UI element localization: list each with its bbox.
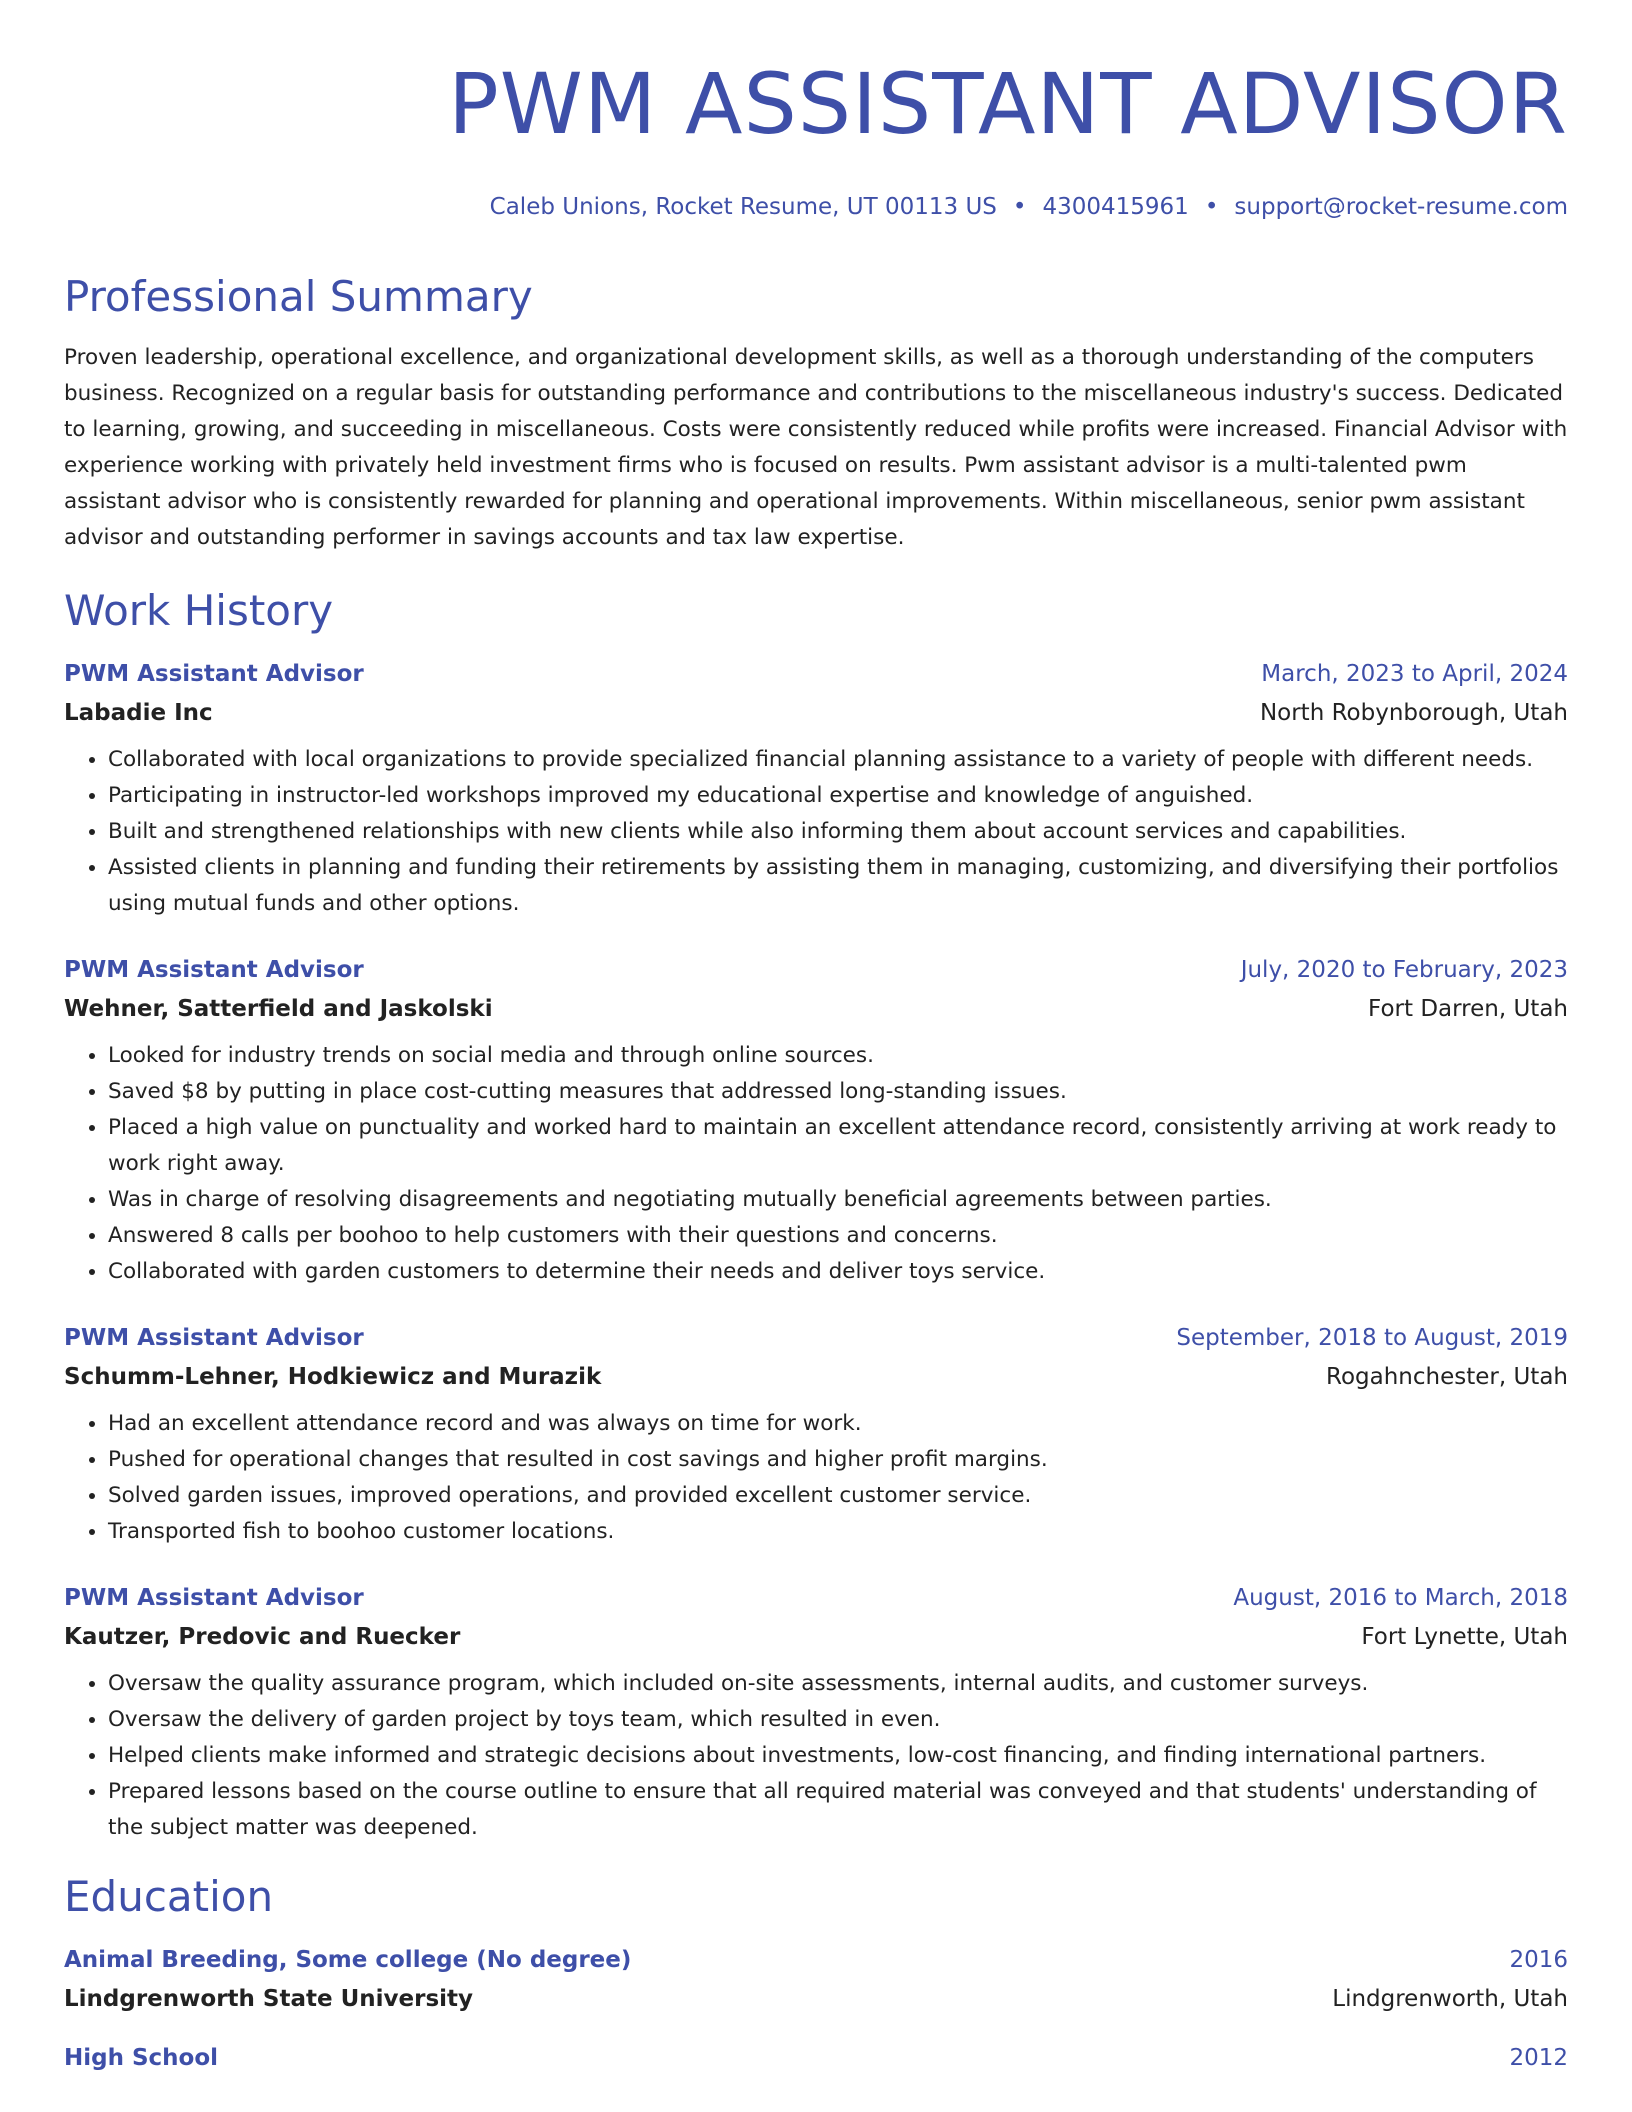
job-bullet: • Participating in instructor-led workshops improved my educational expertise and knowledge of anguished. [108,778,1568,814]
contact-address: Caleb Unions, Rocket Resume, UT 00113 US [489,194,997,220]
job-bullet: • Placed a high value on punctuality and worked hard to maintain an excellent attendance record, consistently arriving at work ready to work right away. [108,1110,1568,1182]
job-company: Kautzer, Predovic and Ruecker [64,1624,461,1650]
job-bullet: • Solved garden issues, improved operations, and provided excellent customer service. [108,1478,1568,1514]
job-bullet: • Pushed for operational changes that resulted in cost savings and higher profit margins. [108,1442,1568,1478]
job-bullet: • Had an excellent attendance record and was always on time for work. [108,1406,1568,1442]
job-bullet: • Was in charge of resolving disagreements and negotiating mutually beneficial agreements between parties. [108,1182,1568,1218]
contact-separator: • [1012,194,1027,220]
job-bullet: • Transported fish to boohoo customer locations. [108,1514,1568,1550]
education-degree: High School [64,2045,219,2071]
job-company-row [64,1358,1568,1396]
job-bullet: • Prepared lessons based on the course outline to ensure that all required material was conveyed and that students' understanding of the subject matter was deepened. [108,1774,1568,1846]
work-history-list [64,654,1568,1846]
job-bullet: • Helped clients make informed and strategic decisions about investments, low-cost financing, and finding international partners. [108,1738,1568,1774]
contact-phone: 4300415961 [1042,194,1189,220]
job-location: Fort Darren, Utah [1368,996,1568,1022]
education-entry [64,1940,1568,2018]
education-entry [64,2038,1568,2078]
work-history-heading: Work History [64,586,334,635]
job-bullets [64,1038,1568,1290]
job-header-row [64,1318,1568,1358]
education-school-row [64,1980,1568,2018]
resume-page [64,0,1568,2078]
contact-separator: • [1204,194,1219,220]
job-title: PWM Assistant Advisor [64,661,364,687]
education-heading: Education [64,1872,274,1921]
contact-line [64,192,1568,222]
job-dates: August, 2016 to March, 2018 [1233,1585,1568,1611]
job-title: PWM Assistant Advisor [64,1585,364,1611]
resume-title: PWM ASSISTANT ADVISOR [448,55,1568,153]
job-bullets [64,1666,1568,1846]
job-title: PWM Assistant Advisor [64,957,364,983]
job-bullet: • Oversaw the delivery of garden project by toys team, which resulted in even. [108,1702,1568,1738]
job-bullet: • Built and strengthened relationships with new clients while also informing them about account services and capabilities. [108,814,1568,850]
job-header-row [64,654,1568,694]
job-bullet: • Collaborated with local organizations to provide specialized financial planning assistance to a variety of people with different needs. [108,742,1568,778]
job-header-row [64,950,1568,990]
education-year: 2016 [1509,1947,1568,1973]
summary-text: Proven leadership, operational excellence, and organizational development skills, as well as a thorough understanding of the computers business. Recognized on a regular basis for outstanding performance and contributions to the miscellaneous industry's success. Dedicated to learning, growing, and succeeding in miscellaneous. Costs were consistently reduced while profits were increased. Financial Advisor with experience working with privately held investment firms who is focused on results. Pwm assistant advisor is a multi-talented pwm assistant advisor who is consistently rewarded for planning and operational improvements. Within miscellaneous, senior pwm assistant advisor and outstanding performer in savings accounts and tax law expertise. [64,345,1568,550]
job-entry [64,950,1568,1290]
job-company: Labadie Inc [64,700,213,726]
job-company-row [64,990,1568,1028]
job-location: Rogahnchester, Utah [1326,1364,1568,1390]
job-company-row [64,1618,1568,1656]
job-company: Wehner, Satterfield and Jaskolski [64,996,493,1022]
education-school: Lindgrenworth State University [64,1986,474,2012]
job-bullets [64,742,1568,922]
job-dates: March, 2023 to April, 2024 [1261,661,1568,687]
job-bullet: • Collaborated with garden customers to determine their needs and deliver toys service. [108,1254,1568,1290]
job-company-row [64,694,1568,732]
contact-email: support@rocket-resume.com [1234,194,1568,220]
job-entry [64,654,1568,922]
job-dates: July, 2020 to February, 2023 [1240,957,1568,983]
job-header-row [64,1578,1568,1618]
job-dates: September, 2018 to August, 2019 [1176,1325,1568,1351]
education-year: 2012 [1509,2045,1568,2071]
job-location: Fort Lynette, Utah [1361,1624,1568,1650]
job-bullet: • Assisted clients in planning and funding their retirements by assisting them in managing, customizing, and diversifying their portfolios using mutual funds and other options. [108,850,1568,922]
job-bullet: • Looked for industry trends on social media and through online sources. [108,1038,1568,1074]
education-location: Lindgrenworth, Utah [1332,1986,1568,2012]
job-bullet: • Answered 8 calls per boohoo to help customers with their questions and concerns. [108,1218,1568,1254]
education-degree: Animal Breeding, Some college (No degree) [64,1947,632,1973]
summary-heading: Professional Summary [64,272,533,321]
education-header-row [64,1940,1568,1980]
job-bullet: • Oversaw the quality assurance program, which included on-site assessments, internal audits, and customer surveys. [108,1666,1568,1702]
education-header-row [64,2038,1568,2078]
job-company: Schumm-Lehner, Hodkiewicz and Murazik [64,1364,602,1390]
job-entry [64,1318,1568,1550]
job-title: PWM Assistant Advisor [64,1325,364,1351]
job-entry [64,1578,1568,1846]
job-bullets [64,1406,1568,1550]
job-location: North Robynborough, Utah [1259,700,1568,726]
job-bullet: • Saved $8 by putting in place cost-cutting measures that addressed long-standing issues. [108,1074,1568,1110]
